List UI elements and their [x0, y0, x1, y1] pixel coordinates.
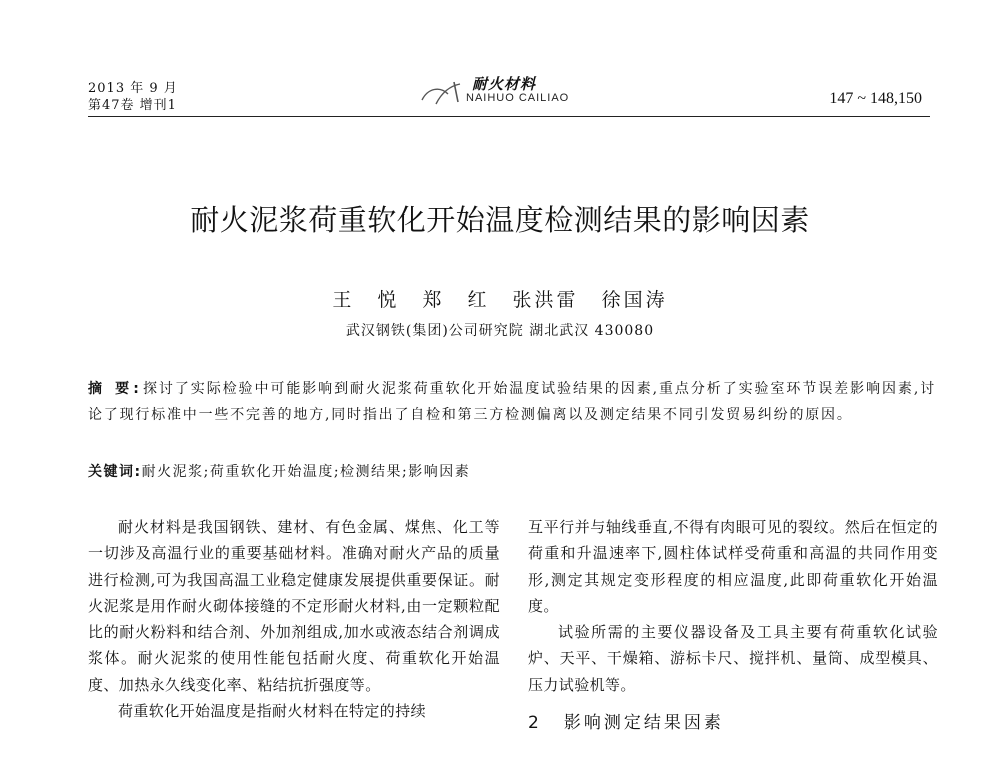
journal-name-en: NAIHUO CAILIAO [466, 92, 570, 104]
paper-title: 耐火泥浆荷重软化开始温度检测结果的影响因素 [190, 203, 810, 237]
keywords [88, 460, 936, 484]
author-affiliation: 武汉钢铁(集团)公司研究院 湖北武汉 430080 [345, 323, 655, 339]
issue-volume: 第47卷 增刊1 [88, 98, 177, 113]
page-range: 147 ~ 148,150 [829, 90, 922, 107]
abstract [88, 376, 936, 428]
body-paragraph: 试验所需的主要仪器设备及工具主要有荷重软化试验炉、天平、干燥箱、游标卡尺、搅拌机、量筒、成型模具、压力试验机等。 [528, 623, 938, 694]
abstract-text: 探讨了实际检验中可能影响到耐火泥浆荷重软化开始温度试验结果的因素,重点分析了实验室环节误差影响因素,讨论了现行标准中一些不完善的地方,同时指出了自检和第三方检测偏离以及测定结果不同引发贸易纠纷的原因。 [88, 381, 936, 423]
body-paragraph: 互平行并与轴线垂直,不得有肉眼可见的裂纹。然后在恒定的荷重和升温速率下,圆柱体试样受荷重和高温的共同作用变形,测定其规定变形程度的相应温度,此即荷重软化开始温度。 [528, 518, 938, 615]
body-paragraph: 耐火材料是我国钢铁、建材、有色金属、煤焦、化工等一切涉及高温行业的重要基础材料。准确对耐火产品的质量进行检测,可为我国高温工业稳定健康发展提供重要保证。耐火泥浆是用作耐火砌体接缝的不定形耐火材料,由一定颗粒配比的耐火粉料和结合剂、外加剂组成,加水或液态结合剂调成浆体。耐火泥浆的使用性能包括耐火度、荷重软化开始温度、加热永久线变化率、粘结抗折强度等。 [88, 518, 500, 694]
issue-date: 2013 年 9 月 [88, 81, 178, 96]
keywords-label: 关键词: [88, 464, 142, 480]
journal-logo [418, 72, 618, 112]
journal-emblem-icon [418, 78, 466, 108]
issue-info [88, 80, 178, 114]
journal-name-cn: 耐火材料 [472, 75, 537, 93]
abstract-label: 摘 要: [88, 381, 143, 397]
body-column-right [528, 514, 938, 736]
section-title: 影响测定结果因素 [563, 713, 724, 734]
body-column-left [88, 514, 500, 724]
header-divider [88, 116, 930, 117]
section-number: 2 [528, 713, 542, 734]
paper-authors: 王 悦 郑 红 张洪雷 徐国涛 [332, 289, 668, 311]
section-heading [528, 710, 938, 736]
keywords-text: 耐火泥浆;荷重软化开始温度;检测结果;影响因素 [141, 464, 471, 480]
body-paragraph: 荷重软化开始温度是指耐火材料在特定的持续 [118, 702, 427, 721]
